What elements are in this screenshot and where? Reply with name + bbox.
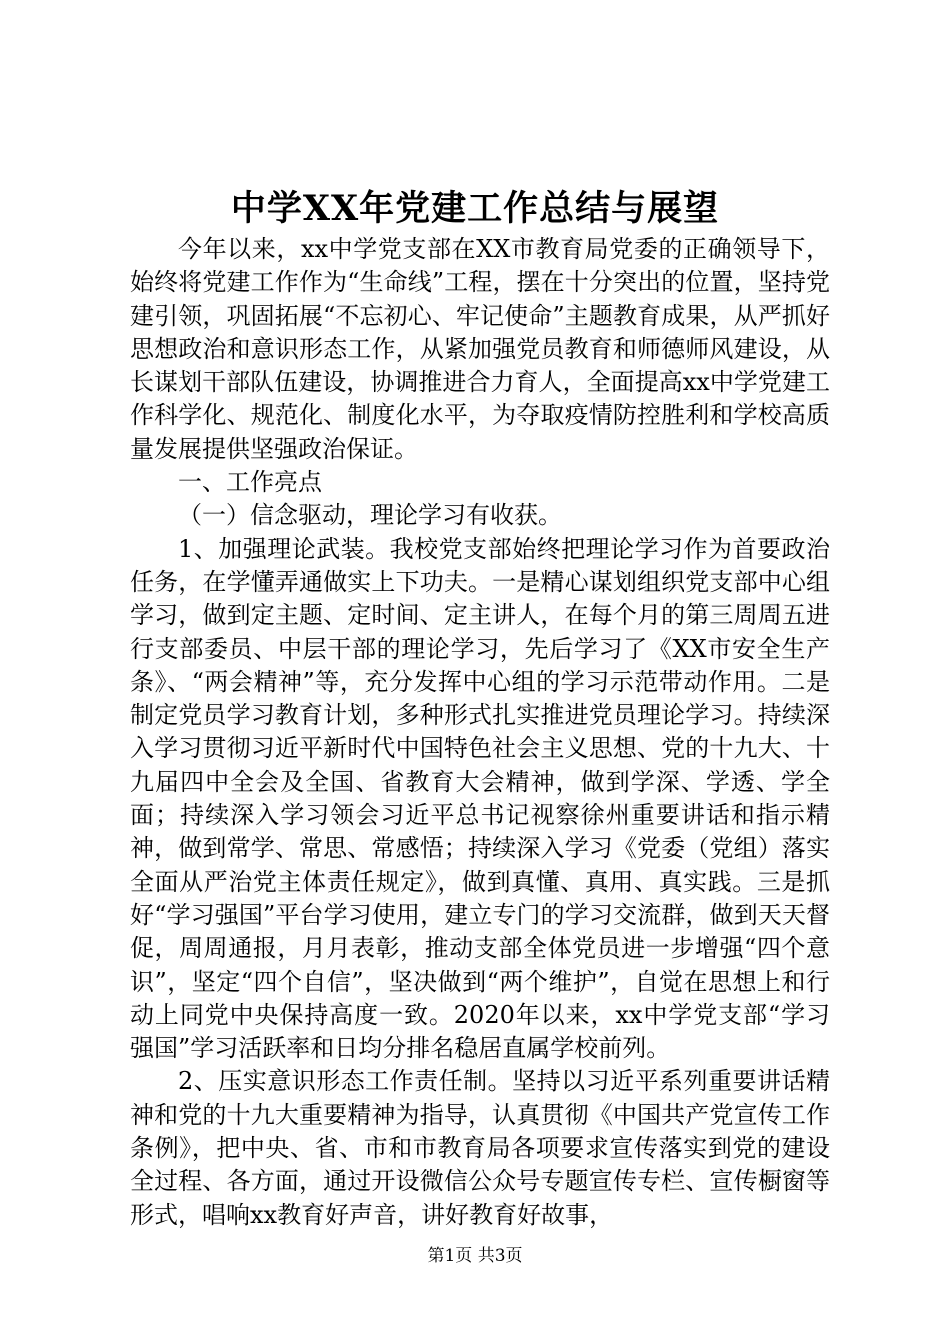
page-total: 共3页 bbox=[477, 1246, 523, 1266]
document-body bbox=[130, 233, 830, 1232]
subsection-heading: （一）信念驱动，理论学习有收获。 bbox=[178, 501, 562, 530]
document-title: 中学XX年党建工作总结与展望 bbox=[230, 188, 720, 229]
paragraph-theory-study: 1、加强理论武装。我校党支部始终把理论学习作为首要政治任务，在学懂弄通做实上下功夫。一是精心谋划组织党支部中心组学习，做到定主题、定时间、定主讲人，在每个月的第三周周五进行支部委员、中层干部的理论学习，先后学习了《XX市安全生产条》、“两会精神”等，充分发挥中心组的学习示范带动作用。二是制定党员学习教育计划，多种形式扎实推进党员理论学习。持续深入学习贯彻习近平新时代中国特色社会主义思想、党的十九大、十九届四中全会及全国、省教育大会精神，做到学深、学透、学全面；持续深入学习领会习近平总书记视察徐州重要讲话和指示精神，做到常学、常思、常感悟；持续深入学习《党委（党组）落实全面从严治党主体责任规定》，做到真懂、真用、真实践。三是抓好“学习强国”平台学习使用，建立专门的学习交流群，做到天天督促，周周通报，月月表彰，推动支部全体党员进一步增强“四个意识”，坚定“四个自信”，坚决做到“两个维护”，自觉在思想上和行动上同党中央保持高度一致。2020年以来，xx中学党支部“学习强国”学习活跃率和日均分排名稳居直属学校前列。 bbox=[130, 534, 830, 1063]
paragraph-ideology-responsibility: 2、压实意识形态工作责任制。坚持以习近平系列重要讲话精神和党的十九大重要精神为指导，认真贯彻《中国共产党宣传工作条例》，把中央、省、市和市教育局各项要求宣传落实到党的建设全过程、各方面，通过开设微信公众号专题宣传专栏、宣传橱窗等形式，唱响xx教育好声音，讲好教育好故事， bbox=[130, 1067, 830, 1229]
section-heading: 一、工作亮点 bbox=[178, 468, 322, 497]
page-number: 第1页 bbox=[427, 1246, 473, 1266]
page-footer bbox=[0, 1244, 950, 1268]
paragraph-intro: 今年以来，xx中学党支部在XX市教育局党委的正确领导下，始终将党建工作作为“生命线”工程，摆在十分突出的位置，坚持党建引领，巩固拓展“不忘初心、牢记使命”主题教育成果，从严抓好思想政治和意识形态工作，从紧加强党员教育和师德师风建设，从长谋划干部队伍建设，协调推进合力育人，全面提高xx中学党建工作科学化、规范化、制度化水平，为夺取疫情防控胜利和学校高质量发展提供坚强政治保证。 bbox=[130, 235, 830, 463]
